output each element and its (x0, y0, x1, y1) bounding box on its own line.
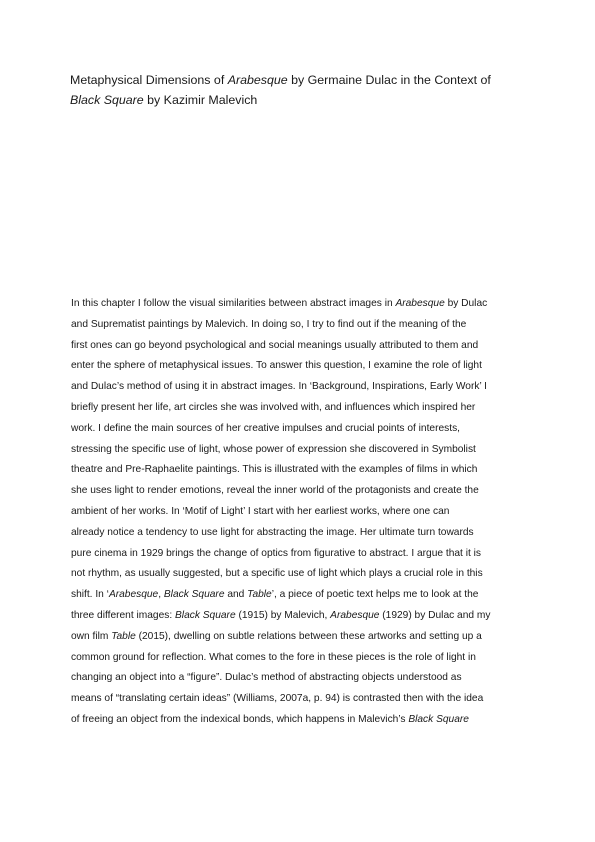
text-span: of freeing an object from the indexical bonds, which happens in Malevich’s (71, 713, 409, 725)
title-text: by Kazimir Malevich (143, 93, 258, 107)
italic-title: Arabesque (395, 298, 445, 309)
text-line: briefly present her life, art circles she was involved with, and influences which inspired her (71, 401, 476, 413)
chapter-title (70, 70, 530, 110)
text-span: by Dulac (444, 298, 488, 309)
text-span: , (158, 589, 164, 601)
text-line: and Suprematist paintings by Malevich. In doing so, I try to find out if the meaning of the (71, 318, 467, 330)
text-line (71, 627, 526, 648)
text-span: three different images: (71, 609, 176, 621)
text-line: ambient of her works. In ‘Motif of Light’ I start with her earliest works, where one can (71, 505, 450, 517)
italic-title: Black Square (175, 609, 236, 621)
text-line: and Dulac’s method of using it in abstract images. In ‘Background, Inspirations, Early Work’ I (71, 381, 488, 393)
text-line: common ground for reflection. What comes to the fore in these pieces is the role of light in (71, 651, 476, 663)
text-span: In this chapter I follow the visual similarities between abstract images in (71, 298, 396, 309)
text-line (71, 585, 526, 606)
title-text: by Germaine Dulac in the Context of (287, 73, 491, 87)
title-line-1 (70, 70, 530, 90)
text-line (71, 606, 526, 627)
text-line: enter the sphere of metaphysical issues. To answer this question, I examine the role of light (71, 360, 482, 372)
italic-title: Black Square (163, 589, 225, 601)
italic-title: Black Square (408, 713, 469, 725)
text-line: already notice a tendency to use light for abstracting the image. Her ultimate turn towards (71, 526, 474, 538)
text-line: she uses light to render emotions, reveal the inner world of the protagonists and create the (71, 485, 479, 497)
text-line: first ones can go beyond psychological and social meanings usually attributed to them and (71, 339, 479, 351)
italic-title: Table (247, 589, 272, 601)
title-italic-black-square: Black Square (70, 93, 144, 107)
title-line-2 (70, 90, 530, 110)
text-span: (1915) by Malevich, (235, 609, 331, 621)
text-span: and (224, 589, 248, 601)
text-line: work. I define the main sources of her creative impulses and crucial points of interests, (71, 422, 461, 434)
text-span: own film (71, 630, 112, 642)
text-line: means of “translating certain ideas” (Williams, 2007a, p. 94) is contrasted then with the idea (71, 693, 484, 705)
text-span: ’, a piece of poetic text helps me to look at the (271, 589, 479, 601)
text-line: pure cinema in 1929 brings the change of optics from figurative to abstract. I argue that it is (71, 547, 481, 559)
body-paragraph (71, 294, 526, 731)
text-line: changing an object into a “figure”. Dulac’s method of abstracting objects understood as (71, 672, 462, 684)
italic-title: Arabesque (108, 589, 159, 601)
text-line (71, 294, 526, 315)
text-span: (2015), dwelling on subtle relations between these artworks and setting up a (135, 630, 482, 642)
text-line (71, 710, 526, 731)
text-span: (1929) by Dulac and my (379, 609, 491, 621)
title-text: Metaphysical Dimensions of (70, 73, 228, 87)
italic-title: Arabesque (330, 609, 380, 621)
text-span: shift. In ‘ (71, 589, 109, 601)
italic-title: Table (111, 630, 136, 642)
title-italic-arabesque: Arabesque (227, 73, 288, 87)
text-line: not rhythm, as usually suggested, but a specific use of light which plays a crucial role in this (71, 568, 483, 580)
text-line: theatre and Pre-Raphaelite paintings. This is illustrated with the examples of films in which (71, 464, 478, 476)
text-line: stressing the specific use of light, whose power of expression she discovered in Symbolist (71, 443, 476, 455)
